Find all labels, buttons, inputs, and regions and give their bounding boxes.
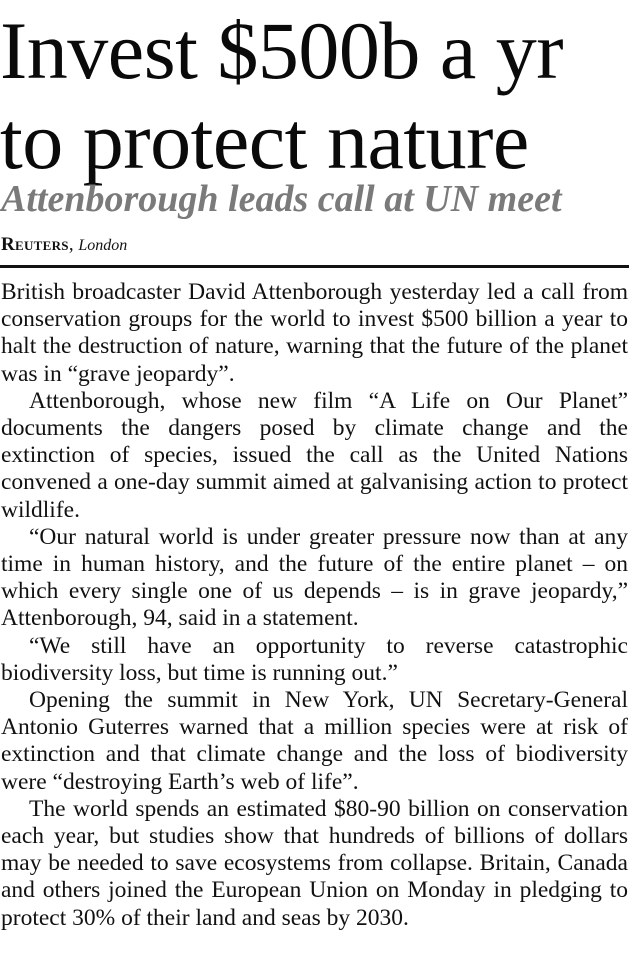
headline-line-1: Invest $500b a yr bbox=[0, 5, 564, 96]
paragraph-2: Attenborough, whose new film “A Life on Our Planet” documents the dangers posed by climate change and the extinction of species, issued the call as the United Nations convened a one-day summit aimed at galvanising action to protect wildlife. bbox=[1, 387, 628, 523]
paragraph-1: British broadcaster David Attenborough yesterday led a call from conservation groups for the world to invest $500 billion a year to halt the destruction of nature, warning that the future of the planet was in “grave jeopardy”. bbox=[1, 279, 628, 387]
headline-line-2: to protect nature bbox=[0, 95, 529, 186]
paragraph-6: The world spends an estimated $80-90 billion on conservation each year, but studies show that hundreds of billions of dollars may be needed to save ecosystems from collapse. Britain, Canada and others joined the European Union on Monday in pledging to protect 30% of their land and seas by 2030. bbox=[1, 795, 628, 931]
paragraph-5: Opening the summit in New York, UN Secretary-General Antonio Guterres warned that a million species were at risk of extinction and that climate change and the loss of biodiversity were “destroying Earth’s web of life”. bbox=[1, 687, 628, 795]
subheadline: Attenborough leads call at UN meet bbox=[1, 178, 562, 220]
byline-location: London bbox=[78, 237, 128, 254]
byline-agency: Reuters bbox=[1, 234, 69, 255]
header-divider bbox=[0, 265, 629, 268]
paragraph-3: “Our natural world is under greater pressure now than at any time in human history, and the future of the entire planet – on which every single one of us depends – is in grave jeopardy,” Attenborough, 94, said in a statement. bbox=[1, 523, 628, 632]
headline bbox=[0, 6, 629, 186]
byline bbox=[1, 233, 127, 258]
byline-separator: , bbox=[68, 234, 74, 255]
article-body bbox=[1, 279, 628, 932]
paragraph-4: “We still have an opportunity to reverse catastrophic biodiversity loss, but time is running out.” bbox=[1, 632, 628, 686]
